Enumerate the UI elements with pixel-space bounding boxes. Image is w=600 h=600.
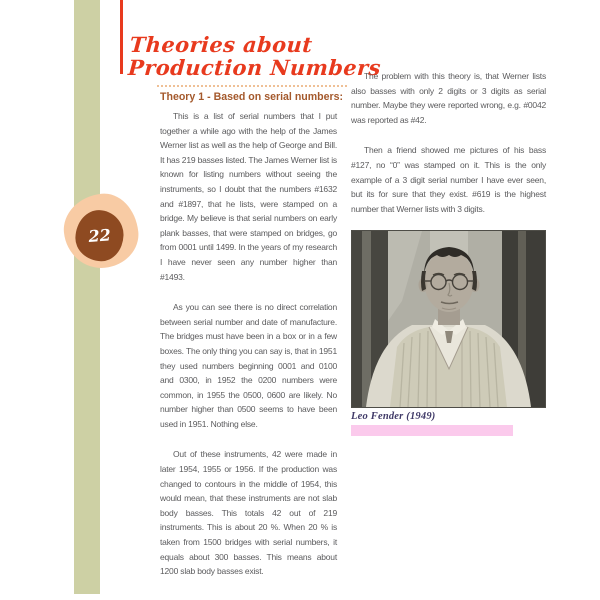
paragraph-theory-problem: The problem with this theory is, that Werner lists also basses with only 2 digits or 3 digits as serial number. Maybe they were reported wrong, e.g. #0042 was reported as #42.: [351, 71, 546, 125]
paragraph-bass-127: Then a friend showed me pictures of his bass #127, no “0” was stamped on it. This is the only example of a 3 digit serial number I have ever seen, but its for sure that they exist. #619 is the highest number that Werner lists with 3 digits.: [351, 145, 546, 214]
page-number-blob: [75, 209, 125, 262]
photo-leo-fender: [351, 230, 546, 422]
photo-caption: Leo Fender (1949): [351, 411, 436, 423]
page-number-badge: [60, 190, 141, 271]
paragraph-serial-list: This is a list of serial numbers that I put together a while ago with the help of the James Werner list as well as the help of George and Bill. It has 219 basses listed. The James Werner list is known for listing numbers without seeing the instruments, so I doubt that the numbers #1632 and #1897, that he lists, were stamped on a bridge. My believe is that serial numbers on early plank basses, that were stamped on bridges, go from 0001 until 1499. In the years of my research I have never seen any number higher than #1493.: [160, 111, 337, 282]
page-number: 22: [87, 225, 112, 246]
left-column: [160, 85, 344, 579]
right-column: [351, 63, 546, 436]
pink-divider-bar: [351, 425, 513, 436]
title-accent-line: [120, 0, 123, 74]
page-title-line2: Production Numbers: [127, 55, 382, 80]
paragraph-correlation: As you can see there is no direct correlation between serial number and date of manufacture. The bridges must have been in a box or in a few boxes. The only thing you can say is, that in 1951 they used numbers beginning 0001 and 0100 and 0300, in 1952 the 0200 numbers were common, in 1955 the 0500, 0600 are likely. No number higher than 0500 seems to have been used in 1951. Nothing else.: [160, 302, 337, 429]
spine-green-stripe: [74, 0, 100, 594]
page-title: [127, 33, 383, 79]
paragraph-totals: Out of these instruments, 42 were made in later 1954, 1955 or 1956. If the production was changed to contours in the middle of 1954, this would mean, that these instruments are not slab body basses. This totals 42 out of 219 instruments. This is about 20 %. When 20 % is taken from 1500 bridges with serial numbers, it equals about 300 basses. This means about 1200 slab body basses exist.: [160, 449, 337, 577]
dotted-divider: [157, 85, 347, 87]
section-heading: Theory 1 - Based on serial numbers:: [160, 91, 344, 103]
leo-fender-photo-illustration: [351, 230, 546, 408]
page-title-line1: Theories about: [128, 32, 314, 57]
